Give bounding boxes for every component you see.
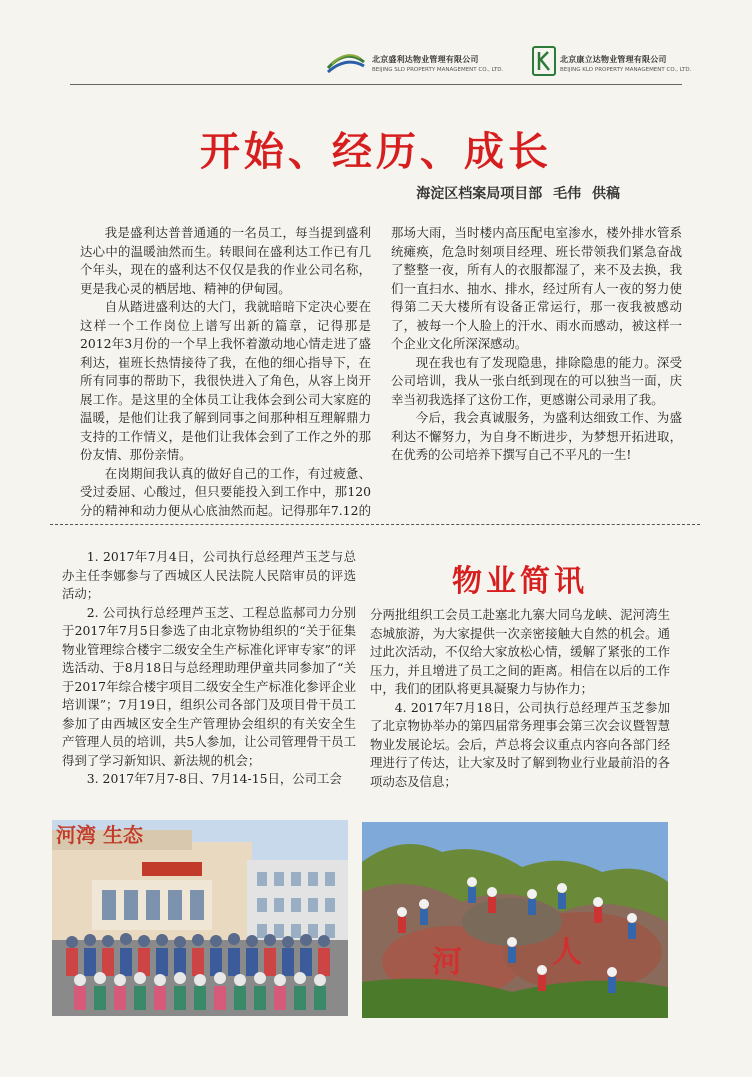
news-section-title: 物业简讯 — [452, 564, 588, 599]
masthead — [322, 38, 722, 82]
news-item: 3. 2017年7月7-8日、7月14-15日，公司工会 — [86, 771, 342, 786]
hotel-sign-text: 河湾 生态 — [56, 823, 143, 847]
news-column-right — [370, 606, 670, 791]
article-paragraph: 今后，我会真诚服务，为盛利达细致工作、为盛利达不懈努力，为自身不断进步，为梦想开拓进取，在优秀的公司培养下撰写自己不平凡的一生! — [391, 410, 682, 462]
kld-name-cn: 北京康立达物业管理有限公司 — [560, 55, 667, 64]
sld-logo-icon — [326, 48, 366, 74]
news-item: 1. 2017年7月4日，公司执行总经理芦玉芝与总办主任李娜参与了西城区人民法院人民陪审员的评选活动； — [62, 549, 356, 601]
rocks-group-photo-image — [362, 822, 668, 1018]
article-body — [80, 224, 682, 520]
news-item: 分两批组织工会员工赴塞北九寨大同乌龙峡、泥河湾生态城旅游，为大家提供一次亲密接触大自然的机会。通过此次活动，不仅给大家放松心情，缓解了紧张的工作压力，并且增进了员工之间的距离。相信在以后的工作中，我们的团队将更具凝聚力与协作力； — [370, 607, 670, 696]
header-divider — [70, 84, 682, 85]
article-paragraph: 我是盛利达普普通通的一名员工，每当提到盛利达心中的温暖油然而生。转眼间在盛利达工作已有几个年头，现在的盛利达不仅仅是我的作业公司名称，更是我心灵的栖居地、精神的伊甸园。 — [80, 225, 371, 296]
sld-company-name — [372, 54, 542, 73]
article-paragraph: 在岗期间我认真的做好自己的工作，有过疲惫、受过委屈、心酸过，但只要能投入到工作中，那120分的精神和动力便从心底油然而起。记得那年7.12的那场大雨，当时楼内高压配电室渗水，楼外排水管系统瘫痪，危急时刻项目经理、班长带领我们紧急奋战了整整一夜，所有人的衣服都湿了，来不及去换，我们一直扫水、抽水、排水，经过所有人一夜的努力使得第二天大楼所有设备正常运行，那一夜我被感动了，被每一个人脸上的汗水、雨水而感动，被这样一个企业文化所深深感动。 — [80, 225, 682, 518]
sld-name-en: BEIJING SLD PROPERTY MANAGEMENT CO., LTD. — [372, 67, 504, 73]
hotel-group-photo-image — [52, 820, 348, 1016]
article-byline: 海淀区档案局项目部 毛伟 供稿 — [416, 186, 620, 202]
svg-text:河: 河 — [432, 945, 462, 980]
article-paragraph: 自从踏进盛利达的大门，我就暗暗下定决心要在这样一个工作岗位上谱写出新的篇章，记得那是2012年3月份的一个早上我怀着激动地心情走进了盛利达，崔班长热情接待了我，在他的细心指导下，在所有同事的帮助下，我很快进入了角色，从容上岗开展工作。是这里的全体员工让我体会到公司大家庭的温暖，是他们让我了解到同事之间那种相互理解鼎力支持的工作情义，是他们让我体会到了工作之外的那份友情、那份亲情。 — [80, 299, 371, 462]
group-photo-rocks — [362, 822, 668, 1018]
article-paragraph: 现在我也有了发现隐患，排除隐患的能力。深受公司培训，我从一张白纸到现在的可以独当一面，庆幸当初我选择了这份工作，更感谢公司录用了我。 — [391, 354, 682, 407]
article-title: 开始、经历、成长 — [200, 128, 552, 175]
sld-name-cn: 北京盛利达物业管理有限公司 — [372, 55, 479, 64]
kld-company-name — [560, 54, 730, 73]
svg-text:人: 人 — [552, 935, 582, 970]
kld-logo-icon — [532, 46, 556, 76]
news-item: 4. 2017年7月18日，公司执行总经理芦玉芝参加了北京物协举办的第四届常务理事会第三次会议暨智慧物业发展论坛。会后，芦总将会议重点内容向各部门经理进行了传达，让大家及时了解到物业行业最前沿的各项动态及信息； — [370, 699, 670, 789]
news-item: 2. 公司执行总经理芦玉芝、工程总监郝司力分别于2017年7月5日参选了由北京物协组织的“关于征集物业管理综合楼宇二级安全生产标准化评审专家”的评选活动、于8月18日与总经理助理伊童共同参加了“关于2017年综合楼宇项目二级安全生产标准化参评企业培训课”；7月19日，组织公司各部门及项目骨干员工参加了由西城区安全生产管理协会组织的有关安全生产管理人员的培训，共5人参加，让公司管理骨干员工得到了学习新知识、新法规的机会； — [62, 604, 356, 768]
section-divider — [50, 524, 700, 525]
kld-name-en: BEIJING KLD PROPERTY MANAGEMENT CO., LTD. — [560, 67, 692, 73]
news-column-left — [62, 548, 356, 789]
group-photo-hotel — [52, 820, 348, 1016]
